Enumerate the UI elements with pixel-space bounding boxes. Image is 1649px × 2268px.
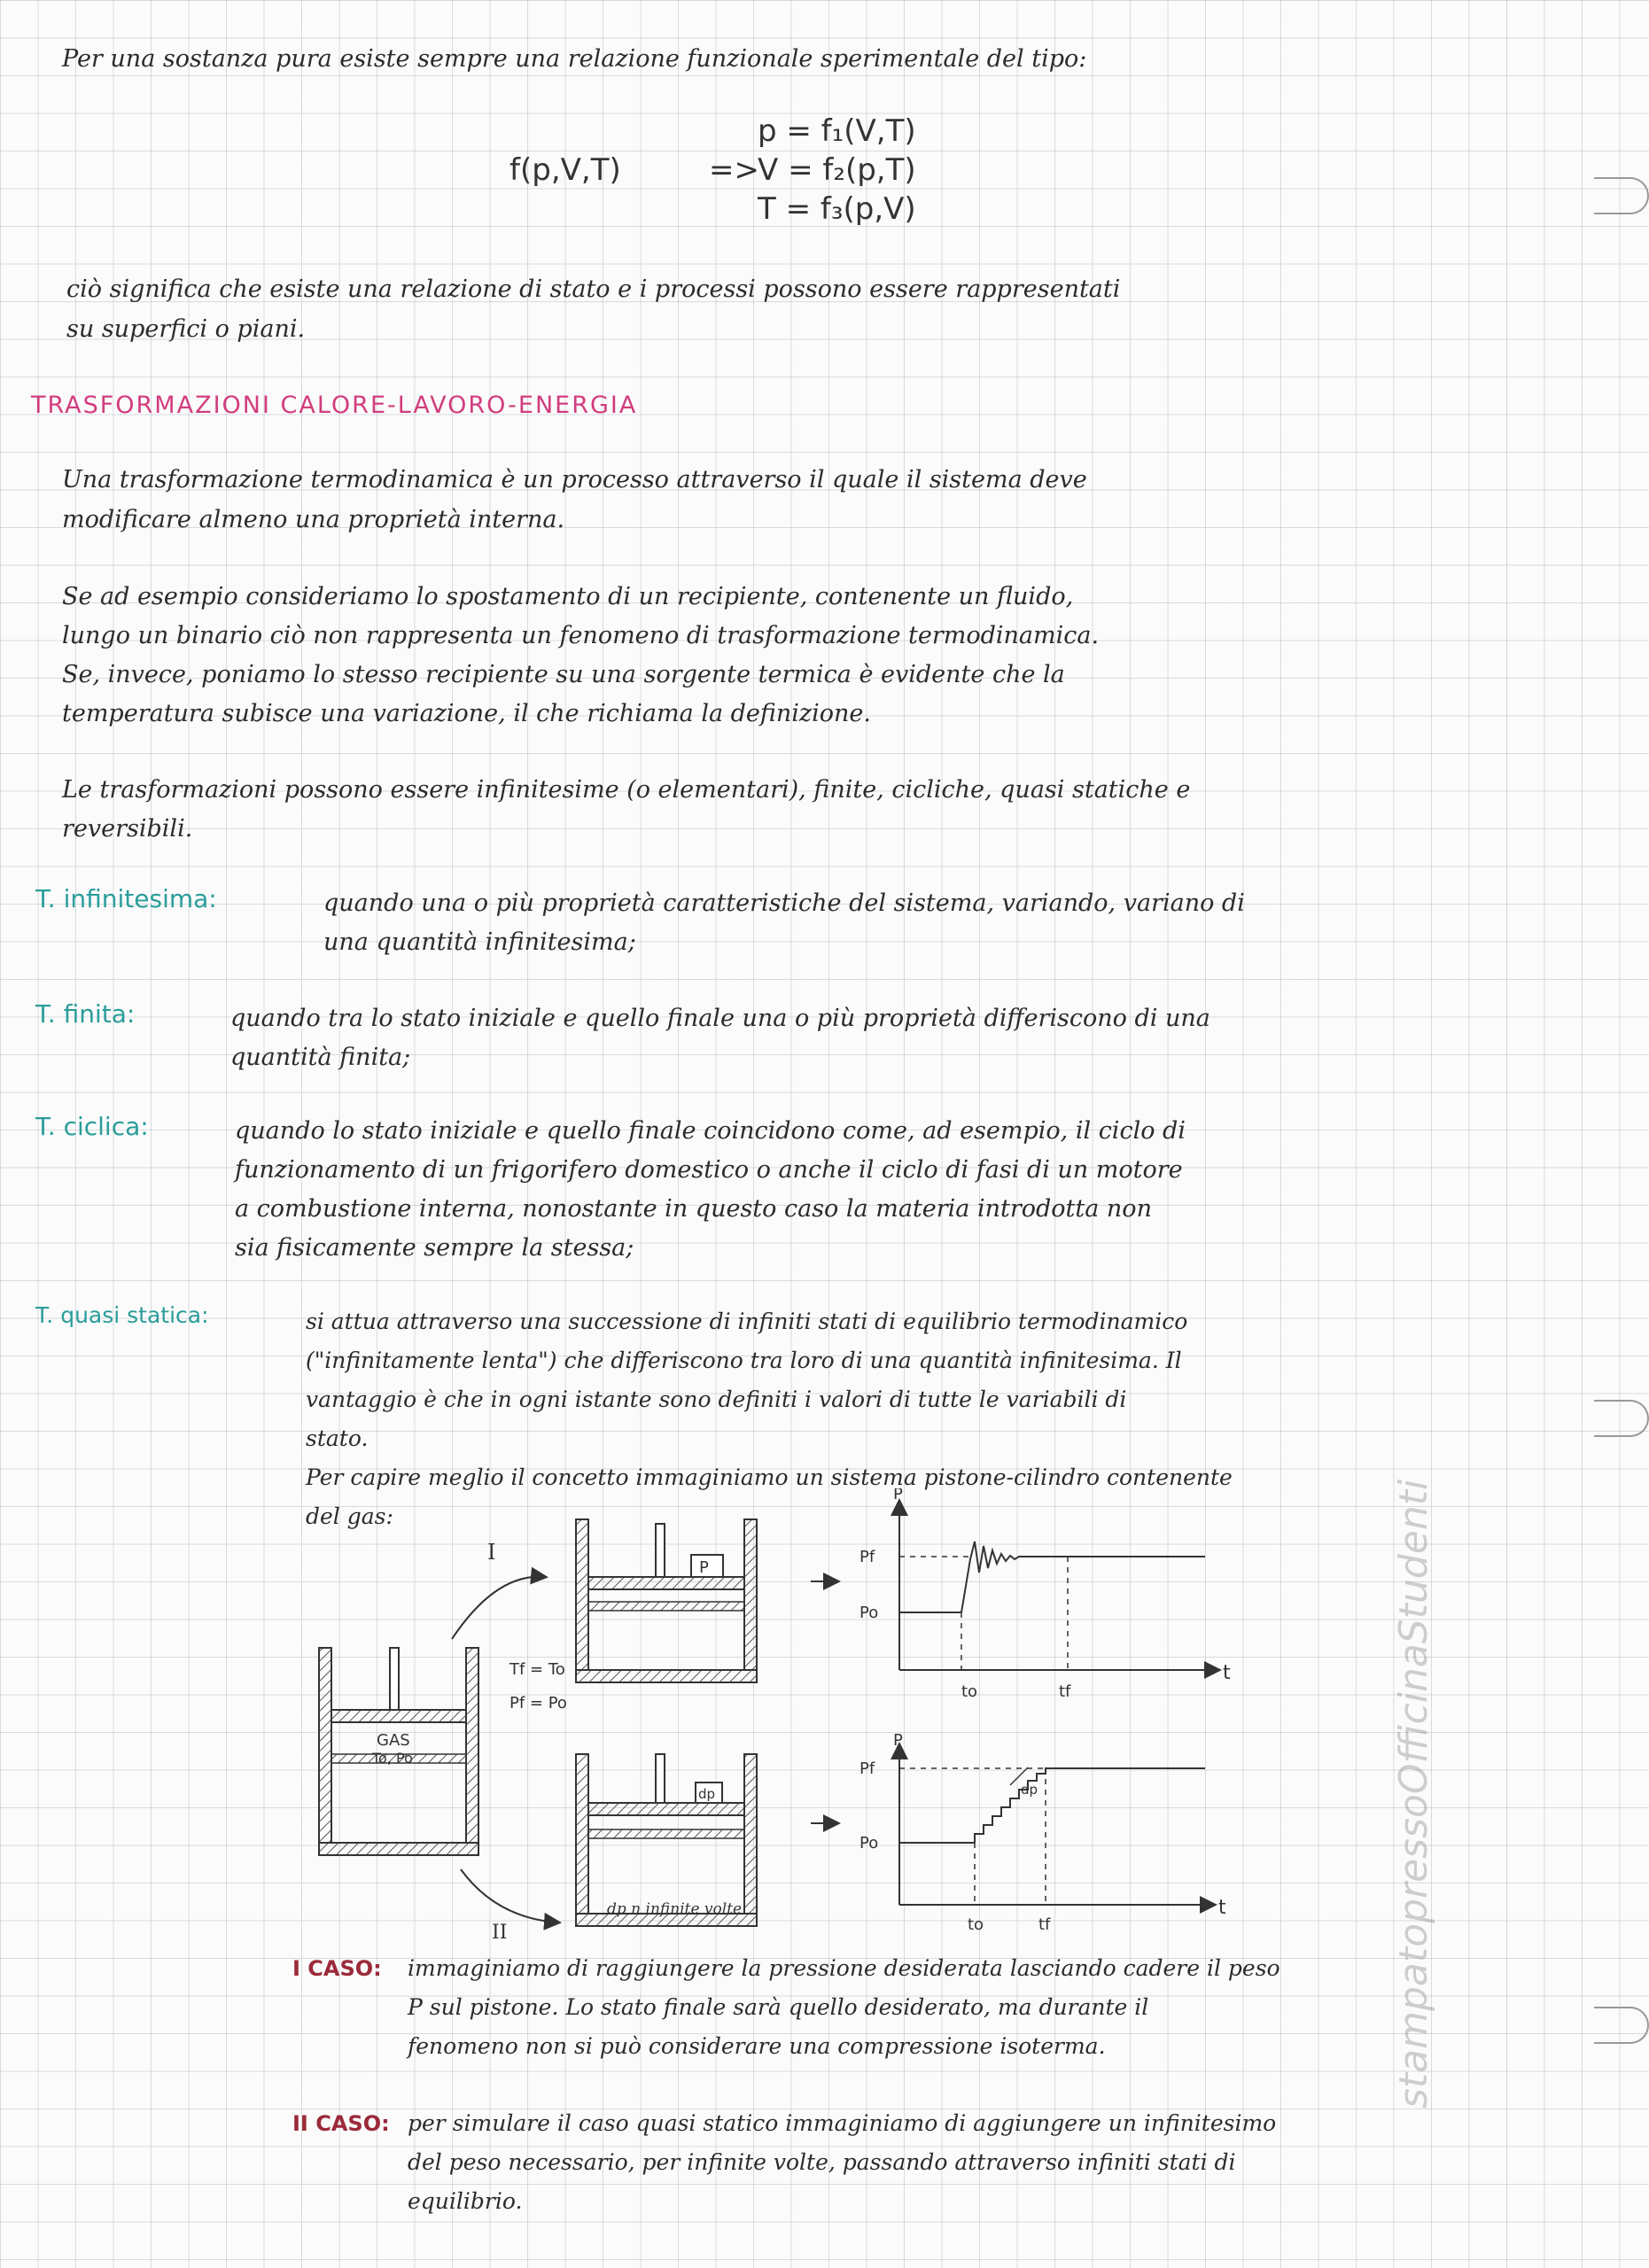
paragraph1-line-1: Una trasformazione termodinamica è un processo attraverso il quale il sistema deve xyxy=(62,466,1087,493)
paragraph1-line-2: modificare almeno una proprietà interna. xyxy=(62,506,565,533)
cond-tf: Tf = To xyxy=(509,1660,565,1679)
case-line: P sul pistone. Lo stato finale sarà quello desiderato, ma durante il xyxy=(408,1994,1149,2020)
case1-cylinder xyxy=(576,1519,757,1682)
graph1-t0: to xyxy=(961,1682,978,1701)
definition-line: quando una o più proprietà caratteristiche del sistema, variando, variano di xyxy=(323,889,1245,917)
definition-line: quando lo stato iniziale e quello finale coincidono come, ad esempio, il ciclo di xyxy=(235,1117,1186,1145)
graph2-po: Po xyxy=(860,1834,879,1852)
equation-arrow: => xyxy=(709,152,759,188)
cond-pf: Pf = Po xyxy=(509,1694,567,1713)
case-label: II CASO: xyxy=(292,2111,390,2136)
arrow-case1 xyxy=(452,1577,545,1639)
watermark: stampatopressoOfficinaStudenti xyxy=(1391,1479,1436,2109)
piston-diagram xyxy=(301,1488,1258,1949)
paragraph2-line-3: Se, invece, poniamo lo stesso recipiente su una sorgente termica è evidente che la xyxy=(62,661,1065,688)
paragraph3-line-2: reversibili. xyxy=(62,815,193,843)
definition-line: del gas: xyxy=(306,1503,393,1529)
binder-hole xyxy=(1594,2007,1649,2044)
definition-line: una quantità infinitesima; xyxy=(323,928,636,956)
arrow-case2 xyxy=(461,1869,558,1922)
paragraph2-line-4: temperatura subisce una variazione, il che richiama la definizione. xyxy=(62,700,871,727)
graph2-t0: to xyxy=(968,1915,984,1934)
roman-case2: II xyxy=(492,1922,508,1944)
graph1-xlabel: t xyxy=(1223,1662,1231,1684)
equation-lhs: f(p,V,T) xyxy=(509,152,621,188)
definition-line: si attua attraverso una successione di infiniti stati di equilibrio termodinamico xyxy=(306,1309,1188,1334)
paragraph2-line-1: Se ad esempio consideriamo lo spostamento di un recipiente, contenente un fluido, xyxy=(62,583,1074,610)
gas-label: GAS xyxy=(377,1731,410,1750)
consequence-line-2: su superfici o piani. xyxy=(66,315,306,343)
definition-line: a combustione interna, nonostante in questo caso la materia introdotta non xyxy=(235,1195,1152,1223)
equation-line-2: V = f₂(p,T) xyxy=(758,152,916,188)
definition-line: sia fisicamente sempre la stessa; xyxy=(235,1234,634,1262)
binder-hole xyxy=(1594,1400,1649,1437)
definition-line: vantaggio è che in ogni istante sono definiti i valori di tutte le variabili di xyxy=(306,1386,1127,1412)
graph2-tf: tf xyxy=(1038,1915,1051,1934)
graph1-tf: tf xyxy=(1059,1682,1071,1701)
graph-case1 xyxy=(899,1502,1218,1670)
equation-line-1: p = f₁(V,T) xyxy=(758,113,916,149)
case-line: fenomeno non si può considerare una compressione isoterma. xyxy=(408,2033,1106,2059)
definition-line: Per capire meglio il concetto immaginiamo un sistema pistone-cilindro contenente xyxy=(306,1464,1233,1490)
graph1-ylabel: P xyxy=(893,1488,903,1503)
binder-hole xyxy=(1594,177,1649,214)
section-heading: TRASFORMAZIONI CALORE-LAVORO-ENERGIA xyxy=(31,392,638,419)
graph1-pf: Pf xyxy=(860,1548,875,1566)
graph2-ylabel: P xyxy=(893,1731,903,1750)
paragraph2-line-2: lungo un binario ciò non rappresenta un fenomeno di trasformazione termodinamica. xyxy=(62,622,1100,649)
case-line: del peso necessario, per infinite volte, passando attraverso infiniti stati di xyxy=(408,2149,1236,2175)
graph1-po: Po xyxy=(860,1604,879,1622)
graph2-dp: dp xyxy=(1021,1782,1038,1798)
definition-line: quantità finita; xyxy=(230,1044,411,1071)
definition-line: funzionamento di un frigorifero domestico o anche il ciclo di fasi di un motore xyxy=(235,1156,1183,1184)
definition-term: T. finita: xyxy=(35,999,136,1029)
gas-state: To, Po xyxy=(372,1750,413,1767)
graph-case2 xyxy=(899,1745,1214,1905)
graph2-xlabel: t xyxy=(1218,1897,1226,1919)
definition-line: stato. xyxy=(306,1425,369,1451)
equation-line-3: T = f₃(p,V) xyxy=(758,191,916,227)
definition-line: ("infinitamente lenta") che differiscono tra loro di una quantità infinitesima. Il xyxy=(306,1348,1182,1373)
dp-note: dp n infinite volte xyxy=(607,1900,743,1918)
definition-line: quando tra lo stato iniziale e quello finale una o più proprietà differiscono di una xyxy=(230,1005,1210,1032)
weight-dp: dp xyxy=(698,1786,716,1802)
case-label: I CASO: xyxy=(292,1956,382,1981)
graph2-pf: Pf xyxy=(860,1759,875,1778)
intro-text: Per una sostanza pura esiste sempre una relazione funzionale sperimentale del tipo: xyxy=(62,45,1087,73)
weight-p: P xyxy=(699,1558,709,1577)
case-line: immaginiamo di raggiungere la pressione desiderata lasciando cadere il peso xyxy=(408,1955,1280,1981)
definition-term: T. ciclica: xyxy=(35,1112,149,1141)
roman-case1: I xyxy=(487,1540,496,1565)
case-line: equilibrio. xyxy=(408,2188,523,2214)
case-line: per simulare il caso quasi statico immaginiamo di aggiungere un infinitesimo xyxy=(408,2110,1277,2136)
definition-term: T. infinitesima: xyxy=(35,884,217,913)
definition-term: T. quasi statica: xyxy=(35,1302,209,1328)
consequence-line-1: ciò significa che esiste una relazione di stato e i processi possono essere rappresentati xyxy=(66,276,1121,303)
paragraph3-line-1: Le trasformazioni possono essere infinitesime (o elementari), finite, cicliche, quasi statiche e xyxy=(62,776,1191,804)
